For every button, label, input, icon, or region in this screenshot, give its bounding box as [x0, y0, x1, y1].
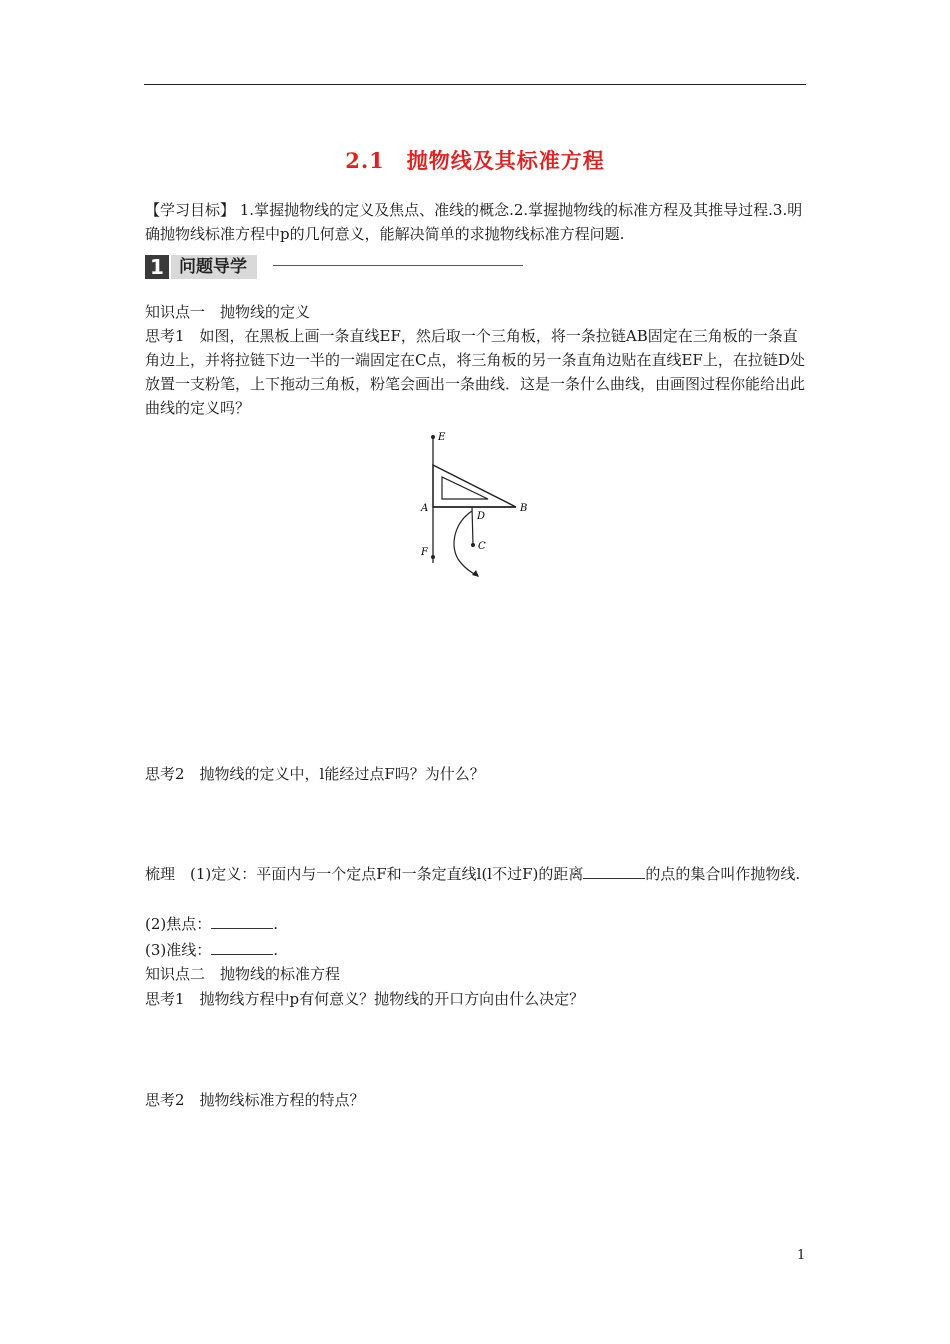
- page-title: 2.1 抛物线及其标准方程: [345, 148, 605, 173]
- page-number: 1: [797, 1248, 806, 1263]
- label-f: F: [421, 547, 428, 558]
- label-c: C: [478, 541, 486, 552]
- section-label: 问题导学: [171, 255, 257, 279]
- section-number: 1: [145, 255, 169, 279]
- summary-directrix-label: (3)准线：: [145, 941, 212, 959]
- header-rule: [144, 84, 806, 85]
- kp2-heading: 知识点二 抛物线的标准方程: [145, 965, 341, 983]
- summary-focus-label: (2)焦点：: [145, 915, 212, 933]
- point-e: [431, 435, 435, 439]
- parabola-curve: [454, 511, 478, 576]
- kp1-heading: 知识点一 抛物线的定义: [145, 303, 311, 321]
- directrix-blank: [211, 940, 273, 955]
- section-header: [145, 255, 525, 279]
- triangle-inner: [442, 477, 488, 499]
- kp2-think2: 思考2 抛物线标准方程的特点？: [145, 1091, 365, 1109]
- focus-period: .: [273, 915, 279, 933]
- summary-definition: [145, 862, 807, 886]
- kp2-think1: 思考1 抛物线方程中p有何意义？抛物线的开口方向由什么决定？: [145, 990, 585, 1008]
- point-c: [471, 543, 475, 547]
- label-b: B: [520, 503, 528, 514]
- learning-objectives: 【学习目标】 1.掌握抛物线的定义及焦点、准线的概念.2.掌握抛物线的标准方程及其推导过程.3.明确抛物线标准方程中p的几何意义，能解决简单的求抛物线标准方程问题.: [145, 201, 803, 243]
- focus-blank: [211, 914, 273, 929]
- directrix-period: .: [273, 941, 279, 959]
- summary-definition-text-a: 梳理 (1)定义：平面内与一个定点F和一条定直线l(l不过F)的距离: [145, 865, 584, 883]
- kp1-think1: 思考1 如图，在黑板上画一条直线EF，然后取一个三角板，将一条拉链AB固定在三角板的一条直角边上，并将拉链下边一半的一端固定在C点，将三角板的另一条直角边贴在直线EF上，在拉链D处放置一支粉笔，上下拖动三角板，粉笔会画出一条曲线．这是一条什么曲线，由画图过程你能给出此曲线的定义吗？: [145, 327, 806, 417]
- summary-directrix: [145, 938, 807, 962]
- triangle-ruler: [433, 465, 516, 507]
- section-divider: [273, 265, 523, 266]
- point-f: [431, 555, 435, 559]
- definition-blank: [583, 864, 645, 879]
- zipper-dc: [472, 507, 473, 545]
- label-d: D: [477, 511, 486, 522]
- summary-focus: [145, 912, 807, 936]
- label-e: E: [438, 432, 446, 443]
- parabola-drawing-figure: [400, 425, 540, 585]
- label-a: A: [421, 503, 429, 514]
- summary-definition-text-b: 的点的集合叫作抛物线.: [645, 865, 801, 883]
- kp1-think2: 思考2 抛物线的定义中，l能经过点F吗？为什么？: [145, 765, 485, 783]
